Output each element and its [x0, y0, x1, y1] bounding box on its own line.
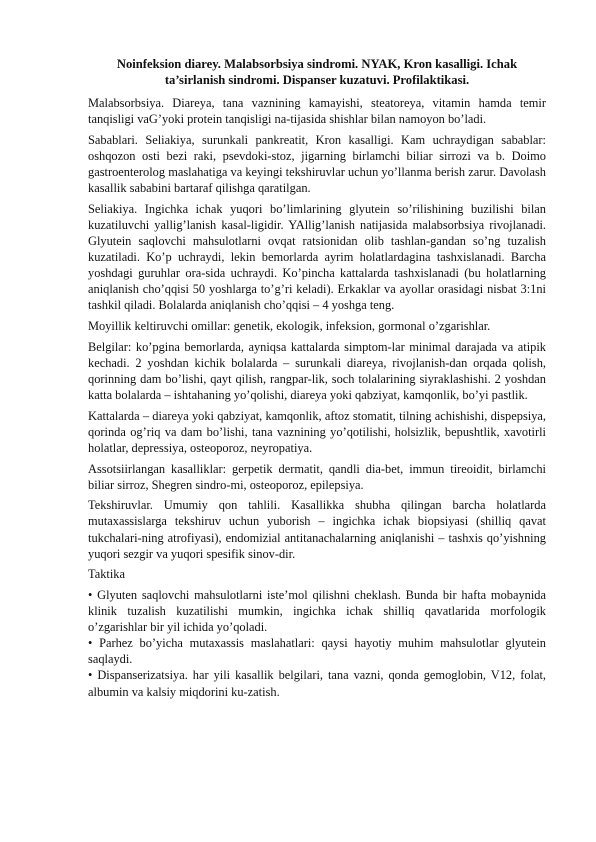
bullet-item-dispanserizatsiya: • Dispanserizatsiya. har yili kasallik belgilari, tana vazni, qonda gemoglobin, V12, folat, albumin va kalsiy miqdorini ku-zatish. — [88, 668, 546, 699]
paragraph-tekshiruvlar: Tekshiruvlar. Umumiy qon tahlili. Kasallikka shubha qilingan barcha holatlarda mutaxassislarga tekshiruv uchun yuborish – ingichka ichak biopsiyasi (shilliq qavat tukchalari-ning atrofiyasi), endomizial antitanachalarning aniqlanishi – tashxis qo’yishning yuqori sezgir va yuqori spesifik sinov-dir. — [88, 498, 546, 561]
bullet-item-parhez: • Parhez bo’yicha mutaxassis maslahatlari: qaysi hayotiy muhim mahsulotlar glyutein saqlaydi. — [88, 636, 546, 667]
paragraph-taktika-heading: Taktika — [88, 567, 125, 582]
paragraph-seliakiya: Seliakiya. Ingichka ichak yuqori bo’limlarining glyutein so’rilishining buzilishi bilan kuzatiluvchi yallig’lanish kasal-ligidir. YAllig’lanish natijasida malabsorbsiya rivojlanadi. Glyutein saqlovchi mahsulotlarni ovqat ratsionidan olib tashlan-gandan so’ng tuzalish kuzatiladi. Ko’p uchraydi, lekin bemorlarda ayrim holatlardagina tashxislanadi. Barcha yoshdagi guruhlar ora-sida uchraydi. Ko’pincha kattalarda tashxislanadi (bu holatlarning aniqlanish cho’qqisi 50 yoshlarga to’g’ri keladi). Erkaklar va ayollar orasidagi nisbat 3:1ni tashkil qiladi. Bolalarda aniqlanish cho’qqisi – 4 yoshga teng. — [88, 201, 546, 313]
paragraph-belgilar: Belgilar: ko’pgina bemorlarda, ayniqsa kattalarda simptom-lar minimal darajada va atipik kechadi. 2 yoshdan kichik bolalarda – surunkali diareya, rivojlanish-dan orqada qolish, qorinning dam bo’lishi, qayt qilish, rangpar-lik, soch tolalarining siyraklashishi. 2 yoshdan katta bolalarda – ishtahaning yo’qolishi, diareya yoki qabziyat, kamqonlik, bo’yi pastlik. — [88, 339, 546, 402]
title-line-2: ta’sirlanish sindromi. Dispanser kuzatuvi. Profilaktikasi. — [164, 73, 470, 87]
paragraph-assotsiirlangan: Assotsiirlangan kasalliklar: gerpetik dermatit, qandli dia-bet, immun tireoidit, birlamchi biliar sirroz, Shegren sindro-mi, osteoporoz, epilepsiya. — [88, 461, 546, 492]
paragraph-malabsorbsiya: Malabsorbsiya. Diareya, tana vaznining kamayishi, steatoreya, vitamin hamda temir tanqisligi vaG’yoki protein tanqisligi na-tijasida shishlar bilan namoyon bo’ladi. — [88, 96, 546, 127]
document-title — [88, 56, 546, 88]
title-line-1: Noinfeksion diarey. Malabsorbsiya sindromi. NYAK, Kron kasalligi. Ichak — [116, 57, 518, 71]
bullet-item-glyuten: • Glyuten saqlovchi mahsulotlarni iste’mol qilishni cheklash. Bunda bir hafta mobaynida klinik tuzalish kuzatilishi mumkin, ingichka ichak shilliq qavatlarida morfologik o’zgarishlar bir yil ichida yo’qoladi. — [88, 587, 546, 635]
paragraph-sabablari: Sabablari. Seliakiya, surunkali pankreatit, Kron kasalligi. Kam uchraydigan sabablar: oshqozon osti bezi raki, psevdoki-stoz, jigarning birlamchi biliar sirrozi va b. Doimo gastroenterolog maslahatiga va keyingi tekshiruvlar uchun yo’llanma berish zarur. Davolash kasallik sababini bartaraf qilishga qaratilgan. — [88, 132, 546, 196]
paragraph-kattalarda: Kattalarda – diareya yoki qabziyat, kamqonlik, aftoz stomatit, tilning achishishi, dispepsiya, qorinda og’riq va dam bo’lishi, tana vaznining yo’qotilishi, holsizlik, bepushtlik, xavotirli holatlar, depressiya, osteoporoz, neyropatiya. — [88, 408, 546, 455]
paragraph-moyillik: Moyillik keltiruvchi omillar: genetik, ekologik, infeksion, gormonal o’zgarishlar. — [88, 319, 491, 333]
